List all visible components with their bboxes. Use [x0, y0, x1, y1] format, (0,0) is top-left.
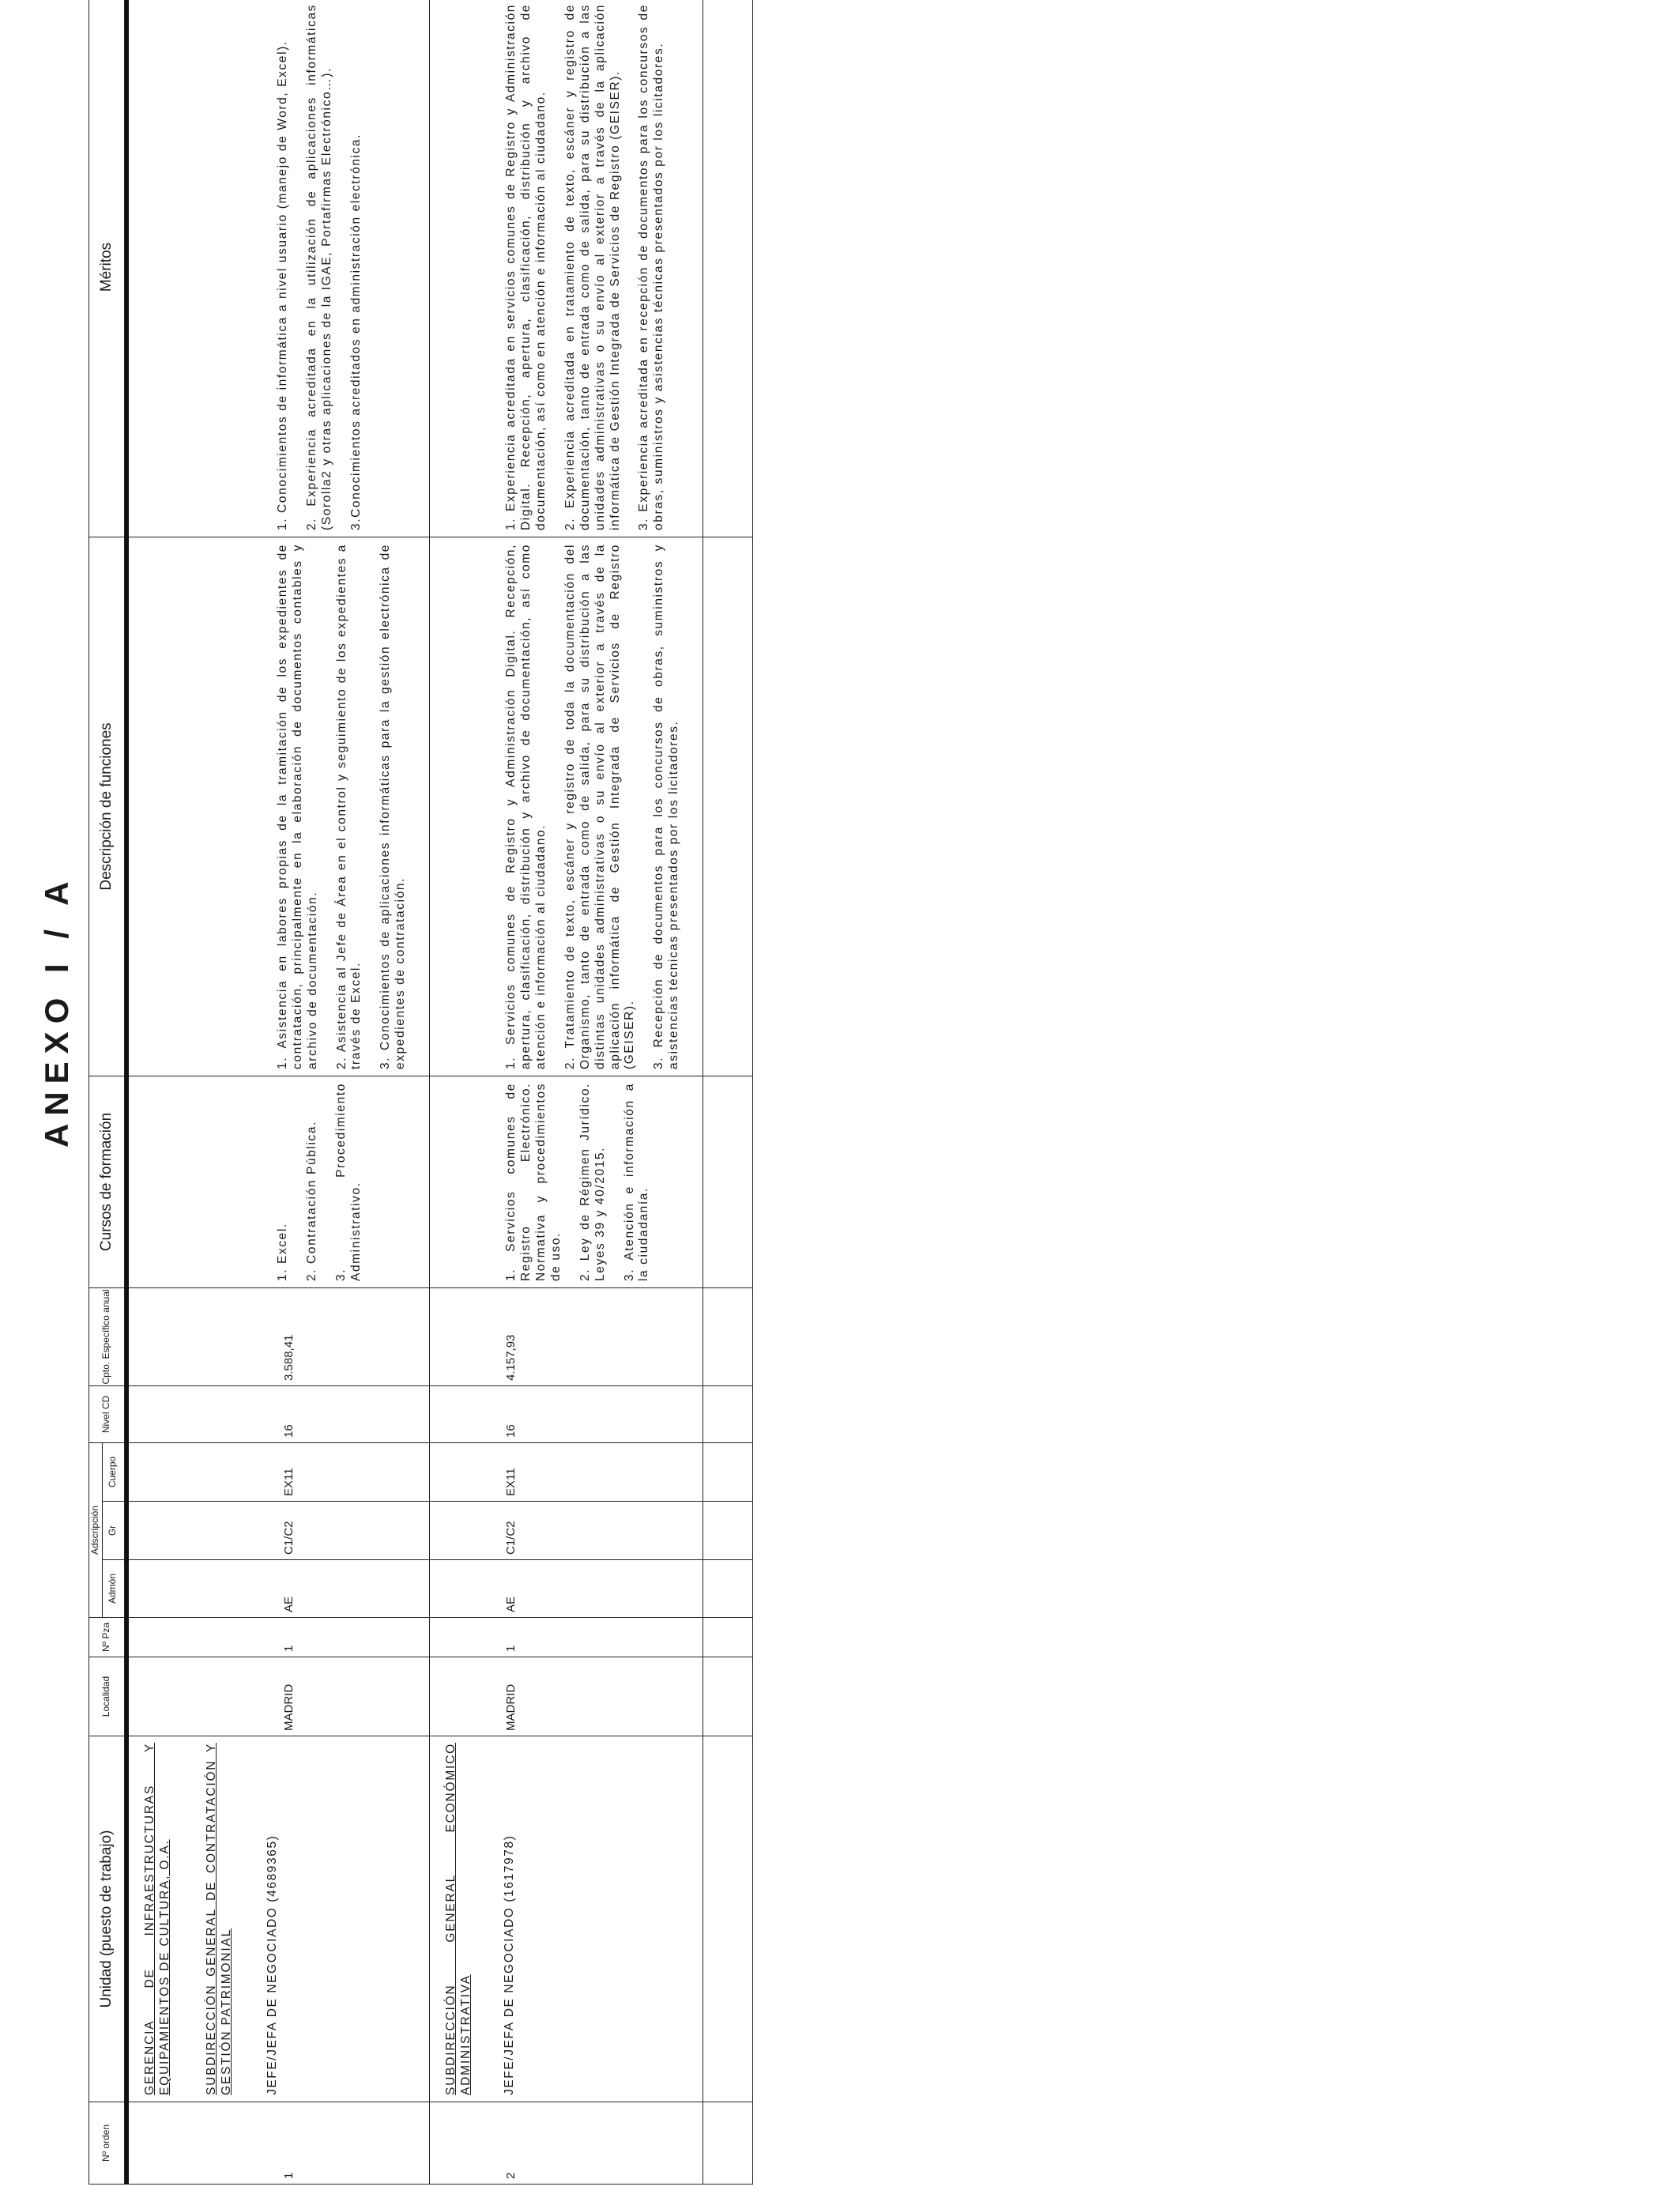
admon-value: AE [281, 1596, 296, 1612]
merito-item: 1. Conocimientos de informática a nivel usuario (manejo de Word, Excel). [275, 40, 289, 530]
localidad-value: MADRID [281, 1683, 296, 1731]
puesto-label: JEFE/JEFA DE NEGOCIADO (1617978) [502, 1834, 516, 2095]
funciones-cell [126, 537, 429, 1076]
gr-value: C1/C2 [504, 1521, 518, 1555]
header-nivel: Nivel CD [89, 1385, 125, 1442]
puesto-label: JEFE/JEFA DE NEGOCIADO (4689365) [266, 1834, 280, 2095]
curso-item: 3. Procedimiento Administrativo. [333, 1082, 363, 1281]
cpto-value: 4.157,93 [504, 1334, 518, 1381]
orden-cell [126, 2102, 429, 2185]
header-unidad: Unidad (puesto de trabajo) [89, 1736, 125, 2102]
cpto-cell [126, 1287, 429, 1385]
table-row [126, 0, 429, 2185]
unit-header: SUBDIRECCIÓN GENERAL ECONÓMICO ADMINISTRATIVA [444, 1743, 473, 2095]
cursos-cell [126, 1076, 429, 1287]
localidad-value: MADRID [504, 1683, 518, 1731]
curso-item: 2. Ley de Régimen Jurídico. Leyes 39 y 40/2015. [578, 1082, 607, 1281]
unidad-cell [126, 1736, 429, 2102]
pza-cell [126, 1618, 429, 1657]
funcion-item: 2. Tratamiento de texto, escáner y registro de toda la documentación del Organismo, tanto de entrada como de salida, para su distribución a las distintas unidades administrativas o su envío al exterior a través de la aplicación informática de Gestión Integrada de Servicios de Registro (GEISER). [563, 543, 637, 1069]
header-cursos: Cursos de formación [89, 1076, 125, 1287]
orden-value: 2 [504, 2172, 518, 2179]
merito-item: 3. Experiencia acreditada en recepción de documentos para los concursos de obras, suministros y asistencias técnicas presentados por los licitadores. [637, 3, 666, 530]
localidad-cell [126, 1657, 429, 1736]
pza-value: 1 [504, 1645, 518, 1652]
header-admon: Admón [102, 1560, 124, 1618]
header-localidad: Localidad [89, 1657, 125, 1736]
pza-cell [430, 1618, 703, 1657]
table-row-bottom-fill [703, 0, 753, 2185]
nivel-value: 16 [281, 1424, 296, 1438]
cuerpo-cell [430, 1442, 703, 1501]
gr-value: C1/C2 [281, 1521, 296, 1555]
funcion-item: 3. Recepción de documentos para los concursos de obras, suministros y asistencias técnicas presentados por los licitadores. [652, 543, 681, 1069]
merito-item: 2. Experiencia acreditada en la utilización de aplicaciones informáticas (Sorolla2 y otras aplicaciones de la IGAE, Portafirmas Electrónico…). [304, 3, 333, 530]
curso-item: 2. Contratación Pública. [304, 1121, 318, 1281]
gr-cell [126, 1502, 429, 1560]
funcion-item: 1. Asistencia en labores propias de la tramitación de los expedientes de contratación, principalmente en la elaboración de documentos contables y archivo de documentación. [275, 543, 319, 1069]
gr-cell [430, 1502, 703, 1560]
merito-item: 2. Experiencia acreditada en tratamiento de texto, escáner y registro de documentación, tanto de entrada como de salida, para su distribución a las unidades administrativas o su envío al exterior a través de la aplicación informática de Gestión Integrada de Servicios de Registro (GEISER). [563, 3, 622, 530]
header-pza: Nº Pza [89, 1618, 125, 1657]
orden-value: 1 [281, 2172, 296, 2179]
merito-item: 1. Experiencia acreditada en servicios comunes de Registro y Administración Digital. Recepción, apertura, clasificación, distribución y archivo de documentación, así como en atención e información al ciudadano. [504, 3, 548, 530]
curso-item: 1. Excel. [275, 1223, 289, 1281]
unit-header: SUBDIRECCIÓN GENERAL DE CONTRATACIÓN Y GESTIÓN PATRIMONIAL [204, 1743, 233, 2095]
nivel-value: 16 [504, 1424, 518, 1438]
header-descripcion: Descripción de funciones [89, 537, 125, 1076]
nivel-cell [430, 1385, 703, 1442]
cuerpo-value: EX11 [504, 1468, 518, 1496]
unit-header: GERENCIA DE INFRAESTRUCTURAS Y EQUIPAMIENTOS DE CULTURA, O.A. [142, 1743, 171, 2095]
header-orden: Nº orden [89, 2102, 125, 2185]
admon-cell [430, 1560, 703, 1618]
funcion-item: 3. Conocimientos de aplicaciones informáticas para la gestión electrónica de expedientes de contratación. [379, 543, 408, 1069]
unidad-cell [430, 1736, 703, 2102]
anexo-table-sheet [89, 3, 926, 2185]
anexo-table [89, 0, 753, 2185]
header-adscripcion: Adscripción [89, 1442, 103, 1617]
header-meritos: Méritos [89, 0, 125, 537]
header-cpto: Cpto. Específico anual [89, 1287, 125, 1385]
nivel-cell [126, 1385, 429, 1442]
header-gr: Gr [102, 1502, 124, 1560]
localidad-cell [430, 1657, 703, 1736]
document-title: ANEXO I / A [38, 873, 75, 1148]
cursos-cell [430, 1076, 703, 1287]
cuerpo-cell [126, 1442, 429, 1501]
curso-item: 1. Servicios comunes de Registro Electrónico. Normativa y procedimientos de uso. [504, 1082, 563, 1281]
merito-item: 3.Conocimientos acreditados en administración electrónica. [348, 133, 363, 530]
header-cuerpo: Cuerpo [102, 1442, 124, 1501]
curso-item: 3. Atención e información a la ciudadanía. [622, 1082, 651, 1281]
cpto-cell [430, 1287, 703, 1385]
funcion-item: 1. Servicios comunes de Registro y Administración Digital. Recepción, apertura, clasificación, distribución y archivo de documentación, así como atención e información al ciudadano. [504, 543, 548, 1069]
admon-cell [126, 1560, 429, 1618]
table-row [430, 0, 703, 2185]
meritos-cell [126, 0, 429, 537]
funciones-cell [430, 537, 703, 1076]
admon-value: AE [504, 1596, 518, 1612]
cuerpo-value: EX11 [281, 1468, 296, 1496]
funcion-item: 2. Asistencia al Jefe de Área en el control y seguimiento de los expedientes a través de Excel. [334, 543, 363, 1069]
meritos-cell [430, 0, 703, 537]
cpto-value: 3.588,41 [281, 1334, 296, 1381]
pza-value: 1 [281, 1645, 296, 1652]
orden-cell [430, 2102, 703, 2185]
